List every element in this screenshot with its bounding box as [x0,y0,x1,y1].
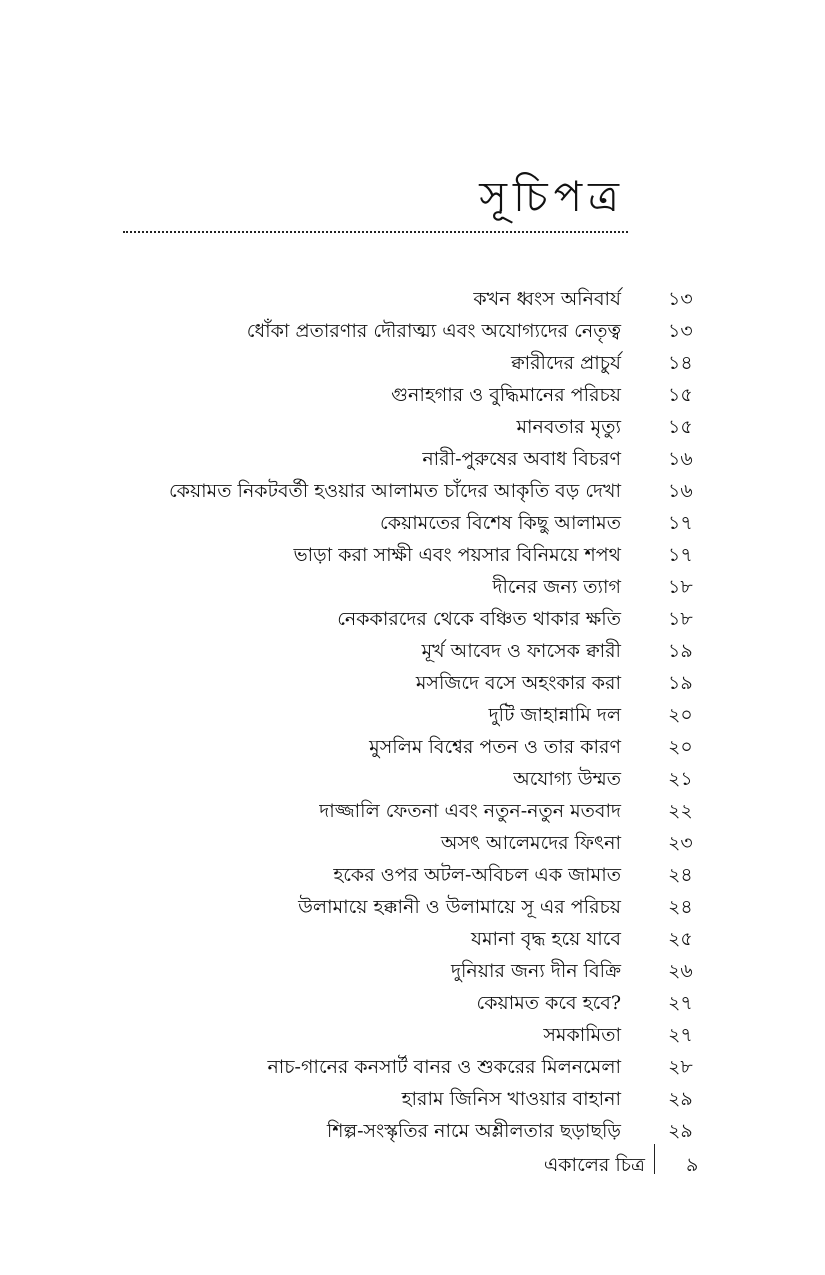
toc-entry-page: ১৭ [668,544,693,566]
toc-entry[interactable] [0,731,825,763]
toc-entry[interactable] [0,1115,825,1147]
toc-entry[interactable] [0,1019,825,1051]
toc-entry-title: মানবতার মৃত্যু [516,416,621,438]
toc-entry-title: সমকামিতা [543,1024,621,1046]
toc-entry-title: কখন ধ্বংস অনিবার্য [473,288,621,310]
toc-entry[interactable] [0,283,825,315]
page-title: সূচিপত্র [479,172,625,221]
toc-entry[interactable] [0,667,825,699]
toc-entry[interactable] [0,699,825,731]
toc-entry-page: ২৩ [668,832,693,854]
toc-entry-page: ২৯ [668,1088,693,1110]
toc-entry[interactable] [0,475,825,507]
toc-entry-page: ১৬ [668,480,693,502]
toc-entry[interactable] [0,827,825,859]
toc-entry-page: ১৩ [668,320,693,342]
toc-entry[interactable] [0,635,825,667]
toc-entry[interactable] [0,379,825,411]
dotted-divider [123,231,628,233]
toc-entry[interactable] [0,891,825,923]
toc-entry[interactable] [0,539,825,571]
toc-entry-page: ১৬ [668,448,693,470]
toc-entry[interactable] [0,923,825,955]
toc-entry-title: ধোঁকা প্রতারণার দৌরাত্ম্য এবং অযোগ্যদের নেতৃত্ব [246,320,621,342]
footer-book-title: একালের চিত্র [543,1154,645,1176]
toc-entry-title: মুসলিম বিশ্বের পতন ও তার কারণ [369,736,621,758]
toc-entry-page: ২০ [668,736,693,758]
toc-entry-page: ২৬ [668,960,693,982]
toc-entry-page: ২৮ [668,1056,693,1078]
toc-entry-page: ২১ [668,768,693,790]
toc-entry-title: হকের ওপর অটল-অবিচল এক জামাত [333,864,621,886]
toc-entry-title: দাজ্জালি ফেতনা এবং নতুন-নতুন মতবাদ [319,800,621,822]
toc-entry-title: কেয়ামত নিকটবর্তী হওয়ার আলামত চাঁদের আকৃতি বড় দেখা [168,480,621,502]
toc-entry-title: নারী-পুরুষের অবাধ বিচরণ [422,448,621,470]
toc-entry-title: দুনিয়ার জন্য দীন বিক্রি [451,960,621,982]
toc-entry-title: কেয়ামতের বিশেষ কিছু আলামত [380,512,621,534]
toc-entry-title: দুটি জাহান্নামি দল [488,704,621,726]
footer-page-number: ৯ [686,1154,699,1176]
toc-entry-page: ১৫ [668,384,693,406]
toc-entry-title: অযোগ্য উম্মত [513,768,621,790]
toc-entry-title: নেককারদের থেকে বঞ্চিত থাকার ক্ষতি [337,608,621,630]
footer-divider [654,1144,655,1174]
toc-entry[interactable] [0,763,825,795]
toc-entry-page: ১৮ [668,608,693,630]
toc-entry-title: যমানা বৃদ্ধ হয়ে যাবে [471,928,621,950]
toc-entry-page: ১৫ [668,416,693,438]
toc-entry-page: ২৪ [668,896,693,918]
toc-entry-page: ১৯ [668,672,693,694]
toc-entry-title: কেয়ামত কবে হবে? [476,992,621,1014]
toc-entry-page: ২৭ [668,992,693,1014]
toc-entry-title: ভাড়া করা সাক্ষী এবং পয়সার বিনিময়ে শপথ [293,544,621,566]
toc-entry-page: ২২ [668,800,693,822]
toc-entry[interactable] [0,1051,825,1083]
toc-entry-page: ১৯ [668,640,693,662]
toc-entry[interactable] [0,859,825,891]
toc-entry[interactable] [0,987,825,1019]
toc-entry-title: মূর্খ আবেদ ও ফাসেক ক্বারী [421,640,621,662]
toc-entry-page: ২৯ [668,1120,693,1142]
toc-entry-page: ১৮ [668,576,693,598]
toc-entry-title: শিল্প-সংস্কৃতির নামে অশ্লীলতার ছড়াছড়ি [326,1120,621,1142]
toc-entry[interactable] [0,1083,825,1115]
toc-entry[interactable] [0,507,825,539]
toc-entry-title: দীনের জন্য ত্যাগ [492,576,621,598]
toc-entry-title: নাচ-গানের কনসার্ট বানর ও শুকরের মিলনমেলা [267,1056,621,1078]
toc-entry-page: ২৭ [668,1024,693,1046]
toc-entry[interactable] [0,411,825,443]
toc-entry[interactable] [0,571,825,603]
toc-entry[interactable] [0,955,825,987]
toc-entry-page: ১৩ [668,288,693,310]
toc-entry-title: হারাম জিনিস খাওয়ার বাহানা [401,1088,621,1110]
toc-entry-title: উলামায়ে হক্কানী ও উলামায়ে সূ এর পরিচয় [298,896,621,918]
toc-entry-title: অসৎ আলেমদের ফিৎনা [440,832,621,854]
toc-entry[interactable] [0,347,825,379]
toc-entry-page: ২৪ [668,864,693,886]
toc-entry-page: ১৭ [668,512,693,534]
toc-entry-title: মসজিদে বসে অহংকার করা [415,672,621,694]
toc-entry[interactable] [0,603,825,635]
toc-entry[interactable] [0,795,825,827]
toc-entry-page: ২৫ [668,928,693,950]
toc-entry-page: ১৪ [668,352,693,374]
toc-entry-title: ক্বারীদের প্রাচুর্য [510,352,621,374]
toc-entry[interactable] [0,315,825,347]
toc-entry-title: গুনাহগার ও বুদ্ধিমানের পরিচয় [391,384,621,406]
toc-entry[interactable] [0,443,825,475]
toc-entry-page: ২০ [668,704,693,726]
